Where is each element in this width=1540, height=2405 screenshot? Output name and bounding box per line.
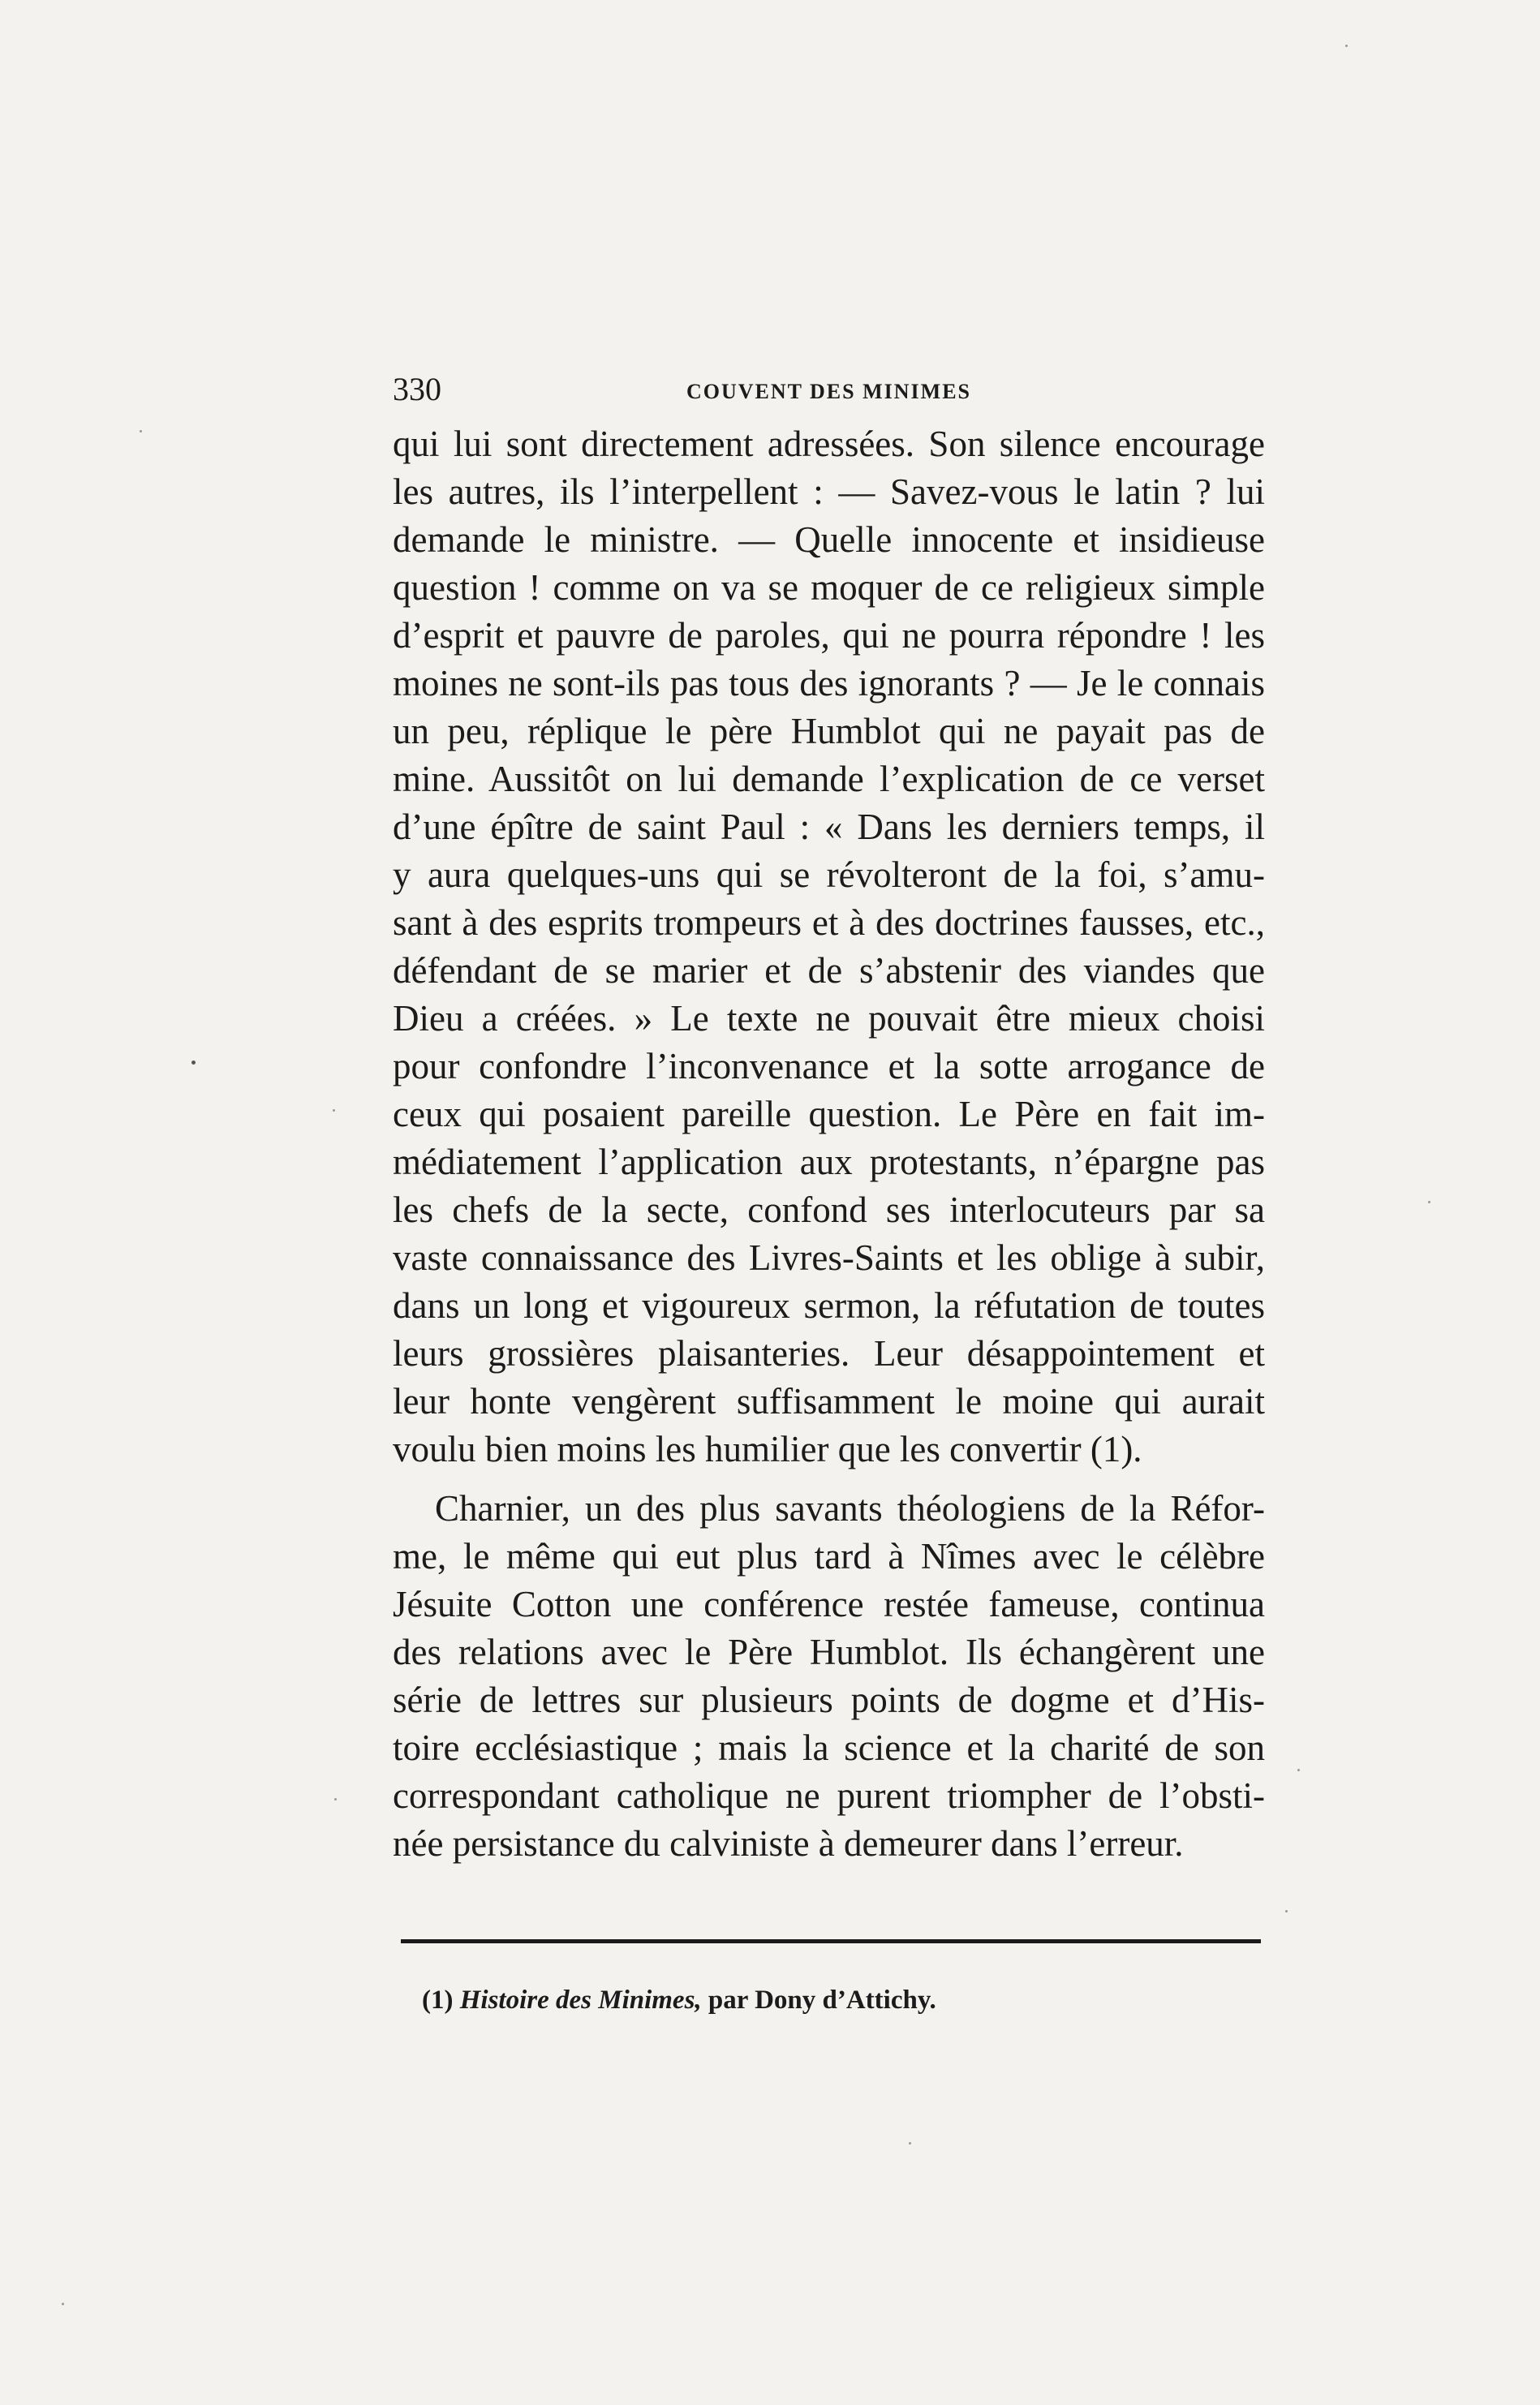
paragraph-gap	[393, 1474, 1265, 1485]
text-line: série de lettres sur plusieurs points de dogme et d’His-	[393, 1680, 1265, 1720]
paper-speck	[140, 430, 142, 432]
text-line: née persistance du calviniste à demeurer dans l’erreur.	[393, 1823, 1184, 1864]
text-line: leur honte vengèrent suffisamment le moine qui aurait	[393, 1381, 1265, 1422]
text-line: médiatement l’application aux protestants, n’épargne pas	[393, 1142, 1265, 1182]
text-line: demande le ministre. — Quelle innocente et insidieuse	[393, 519, 1265, 560]
text-line: Dieu a créées. » Le texte ne pouvait être mieux choisi	[393, 998, 1265, 1039]
text-line: Jésuite Cotton une conférence restée fameuse, continua	[393, 1584, 1265, 1624]
text-line: d’esprit et pauvre de paroles, qui ne pourra répondre ! les	[393, 615, 1265, 656]
footnote-rule	[401, 1939, 1261, 1943]
text-line: défendant de se marier et de s’abstenir des viandes que	[393, 950, 1265, 991]
paper-speck	[62, 2303, 64, 2305]
footnote-title: Histoire des Minimes,	[459, 1986, 702, 2015]
text-line: ceux qui posaient pareille question. Le Père en fait im-	[393, 1094, 1265, 1134]
body-text	[393, 420, 1265, 1868]
paper-speck	[334, 1798, 337, 1801]
paragraph-2	[393, 1485, 1265, 1868]
text-line: vaste connaissance des Livres-Saints et les oblige à subir,	[393, 1237, 1265, 1278]
paper-speck	[333, 1109, 335, 1112]
footnote-text: par Dony d’Attichy.	[708, 1986, 936, 2015]
footnote-marker: (1)	[422, 1986, 454, 2015]
text-line: y aura quelques-uns qui se révolteront de la foi, s’amu-	[393, 854, 1265, 895]
text-line: qui lui sont directement adressées. Son silence encourage	[393, 424, 1265, 464]
text-line: mine. Aussitôt on lui demande l’explication de ce verset	[393, 759, 1265, 799]
running-head: COUVENT DES MINIMES	[686, 380, 971, 403]
text-line: des relations avec le Père Humblot. Ils échangèrent une	[393, 1632, 1265, 1672]
page-number: 330	[393, 371, 441, 407]
paper-speck	[1345, 45, 1348, 47]
page-header	[393, 367, 1265, 412]
text-line: leurs grossières plaisanteries. Leur désappointement et	[393, 1333, 1265, 1374]
paragraph-1	[393, 420, 1265, 1474]
text-line: moines ne sont-ils pas tous des ignorants ? — Je le connais	[393, 663, 1265, 703]
text-line: me, le même qui eut plus tard à Nîmes avec le célèbre	[393, 1536, 1265, 1577]
paper-speck	[1285, 1910, 1288, 1912]
paper-speck	[191, 1061, 196, 1065]
paper-speck	[1428, 1201, 1430, 1203]
text-line: les autres, ils l’interpellent : — Savez-vous le latin ? lui	[393, 471, 1265, 512]
text-line: pour confondre l’inconvenance et la sotte arrogance de	[393, 1046, 1265, 1086]
text-line: voulu bien moins les humilier que les convertir (1).	[393, 1429, 1142, 1469]
paper-speck	[909, 2142, 911, 2145]
text-line: d’une épître de saint Paul : « Dans les derniers temps, il	[393, 807, 1265, 847]
text-line: les chefs de la secte, confond ses interlocuteurs par sa	[393, 1190, 1265, 1230]
text-line: un peu, réplique le père Humblot qui ne payait pas de	[393, 711, 1265, 751]
text-line: toire ecclésiastique ; mais la science et la charité de son	[393, 1727, 1265, 1768]
text-line: sant à des esprits trompeurs et à des doctrines fausses, etc.,	[393, 902, 1265, 943]
paper-speck	[1297, 1769, 1300, 1771]
text-line: dans un long et vigoureux sermon, la réfutation de toutes	[393, 1285, 1265, 1326]
text-line: correspondant catholique ne purent triompher de l’obsti-	[393, 1775, 1265, 1816]
footnote	[422, 1980, 936, 2020]
text-line: question ! comme on va se moquer de ce religieux simple	[393, 567, 1265, 608]
text-line: Charnier, un des plus savants théologiens de la Réfor-	[435, 1488, 1265, 1529]
